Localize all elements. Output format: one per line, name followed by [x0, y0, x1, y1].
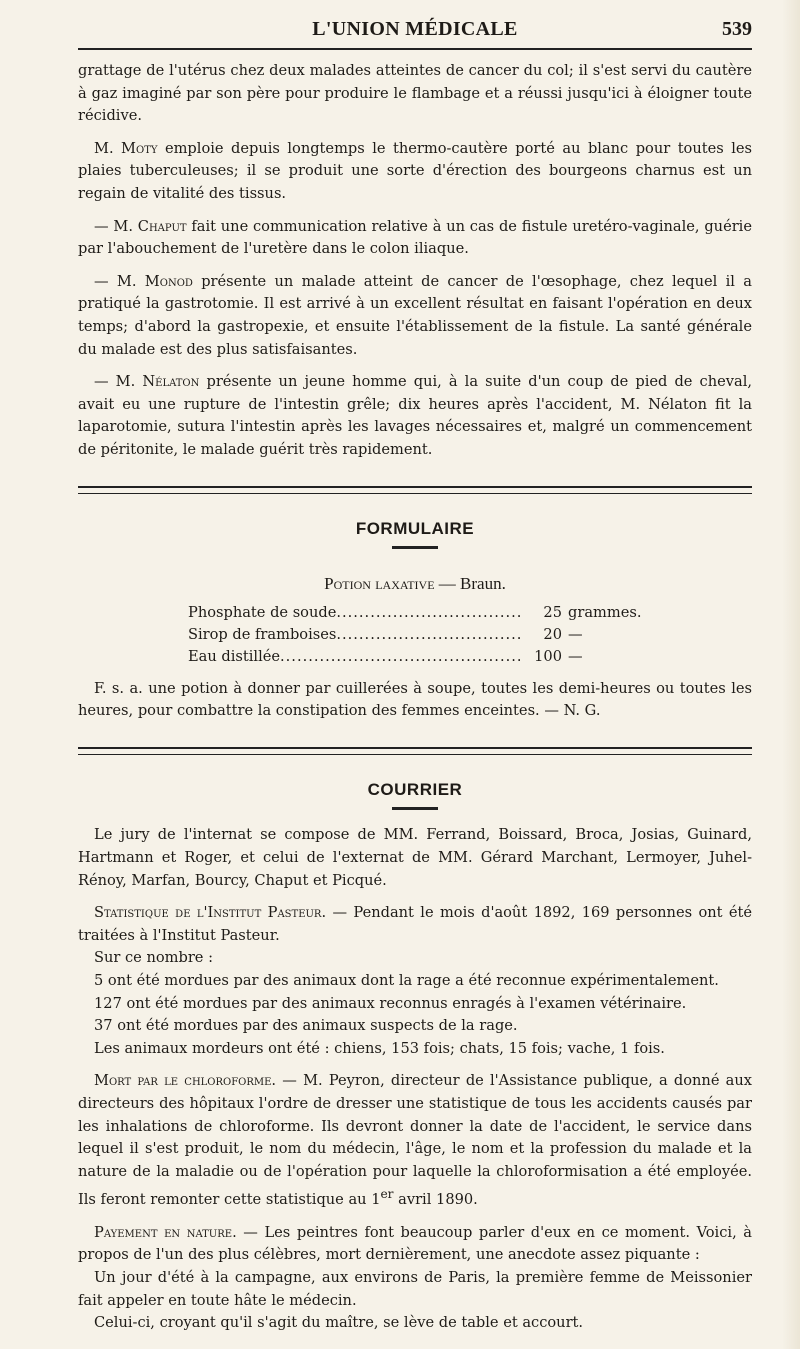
recipe-instructions: F. s. a. une potion à donner par cuillerées à soupe, toutes les demi-heures ou toutes les heures, pour combattre la constipation des femmes enceintes. — N. G. — [78, 679, 752, 720]
leader-dots — [336, 602, 520, 624]
ingredient-quantity: 25 — [543, 603, 562, 621]
stats-line: 127 ont été mordues par des animaux reconnus enragés à l'examen vétérinaire. — [94, 994, 687, 1012]
superscript: er — [380, 1187, 394, 1202]
paragraph-text: emploie depuis longtemps le thermo-cautère porté au blanc pour toutes les plaies tuberculeuses; il se produit une sorte d'érection des bourgeons charnus est un regain de vitalité des tissus. — [78, 139, 752, 202]
paragraph-text: — Les peintres font beaucoup parler d'eux en ce moment. Voici, à propos de l'un des plus célèbres, mort dernièrement, une anecdote assez piquante : — [78, 1223, 752, 1264]
ingredient-row — [188, 624, 658, 646]
paragraph: Celui-ci, croyant qu'il s'agit du maître, se lève de table et accourt. — [94, 1314, 584, 1332]
paragraph — [78, 1070, 752, 1211]
paragraph — [78, 138, 752, 206]
section-divider — [78, 486, 752, 494]
ingredient-name: Sirop de framboises — [188, 625, 337, 643]
person-name: Monod — [144, 272, 193, 290]
dash-prefix: — M. — [94, 373, 143, 391]
dash-prefix: — M. — [94, 217, 138, 235]
ingredient-unit: grammes. — [568, 603, 642, 621]
stats-line: 5 ont été mordues par des animaux dont la rage a été reconnue expérimentalement. — [94, 972, 719, 990]
section-title-formulaire: FORMULAIRE — [355, 518, 475, 538]
paragraph — [78, 271, 752, 361]
leader-dots — [280, 646, 520, 668]
ingredient-quantity: 20 — [543, 625, 562, 643]
paragraph — [78, 371, 752, 461]
recipe-title — [78, 573, 752, 596]
paragraph-text: présente un jeune homme qui, à la suite d'un coup de pied de cheval, avait eu une rupture de l'intestin grêle; dix heures après l'accident, M. Nélaton fit la laparotomie, sutura l'intestin après les lavages nécessaires et, malgré un commencement de péritonite, le malade guérit très rapidement. — [78, 373, 752, 458]
recipe-name: Potion laxative — [324, 574, 435, 594]
ingredient-unit: — — [568, 647, 583, 665]
stats-line: Sur ce nombre : — [94, 949, 213, 967]
recipe-author: — Braun. — [434, 574, 506, 594]
journal-title: L'UNION MÉDICALE — [312, 18, 518, 40]
ingredient-name: Phosphate de soude — [188, 603, 337, 621]
person-name: M. Moty — [94, 139, 158, 157]
paragraph-text: avril 1890. — [393, 1191, 478, 1209]
paragraph — [78, 60, 752, 128]
section-title-courrier: COURRIER — [367, 779, 463, 799]
item-heading: Statistique de l'Institut Pasteur. — [94, 904, 327, 922]
paragraph-text: — M. Peyron, directeur de l'Assistance publique, a donné aux directeurs des hôpitaux l'ordre de dresser une statistique de tous les accidents causés par les inhalations de chloroforme. Ils devront donner la date de l'accident, le service dans lequel il s'est produit, le nom du médecin, l'âge, le nom et la profession du malade et la nature de la maladie ou de l'opération pour laquelle la chloroformisation a été employée. Ils feront remonter cette statistique au 1 — [78, 1072, 752, 1209]
paragraph-text: présente un malade atteint de cancer de l'œsophage, chez lequel il a pratiqué la gastrotomie. Il est arrivé à un excellent résultat en faisant l'opération en deux temps; d'abord la gastropexie, et ensuite l'établissement de la fistule. La santé générale du malade est des plus satisfaisantes. — [78, 272, 752, 358]
paragraph-text: fait une communication relative à un cas de fistule uretéro-vaginale, guérie par l'abouchement de l'uretère dans le colon iliaque. — [78, 217, 752, 258]
leader-dots — [336, 624, 520, 646]
paragraph — [78, 902, 752, 947]
ingredient-name: Eau distillée — [188, 647, 281, 665]
item-heading: Payement en nature. — [94, 1223, 237, 1241]
page-content — [78, 60, 752, 1335]
paragraph-text: — Pendant le mois d'août 1892, 169 personnes ont été traitées à l'Institut Pasteur. — [78, 904, 752, 944]
ingredient-row — [188, 602, 658, 624]
person-name: Chaput — [137, 217, 187, 235]
paragraph — [78, 1222, 752, 1267]
header-rule — [78, 48, 752, 50]
person-name: Nélaton — [142, 373, 200, 391]
dash-prefix: — M. — [94, 272, 145, 290]
page-number: 539 — [722, 18, 752, 40]
paragraph: Un jour d'été à la campagne, aux environs de Paris, la première femme de Meissonier fait appeler en toute hâte le médecin. — [78, 1269, 752, 1309]
jury-paragraph: Le jury de l'internat se compose de MM. Ferrand, Boissard, Broca, Josias, Guinard, Hartmann et Roger, et celui de l'externat de MM. Gérard Marchant, Lermoyer, Juhel-Rénoy, Marfan, Bourcy, Chaput et Picqué. — [78, 826, 752, 889]
paragraph-text: grattage de l'utérus chez deux malades atteintes de cancer du col; il s'est servi du cautère à gaz imaginé par son père pour produire le flambage et a réussi jusqu'ici à éloigner toute récidive. — [78, 62, 752, 125]
item-heading: Mort par le chloroforme. — [94, 1072, 277, 1090]
ingredient-row — [188, 646, 658, 668]
ingredient-list — [188, 602, 658, 668]
paragraph — [78, 216, 752, 261]
stats-line: Les animaux mordeurs ont été : chiens, 153 fois; chats, 15 fois; vache, 1 fois. — [94, 1039, 665, 1057]
title-underline — [392, 807, 438, 810]
ingredient-unit: — — [568, 625, 583, 643]
section-divider — [78, 747, 752, 755]
title-underline — [392, 546, 438, 549]
stats-line: 37 ont été mordues par des animaux suspects de la rage. — [94, 1017, 518, 1035]
ingredient-quantity: 100 — [534, 647, 562, 665]
